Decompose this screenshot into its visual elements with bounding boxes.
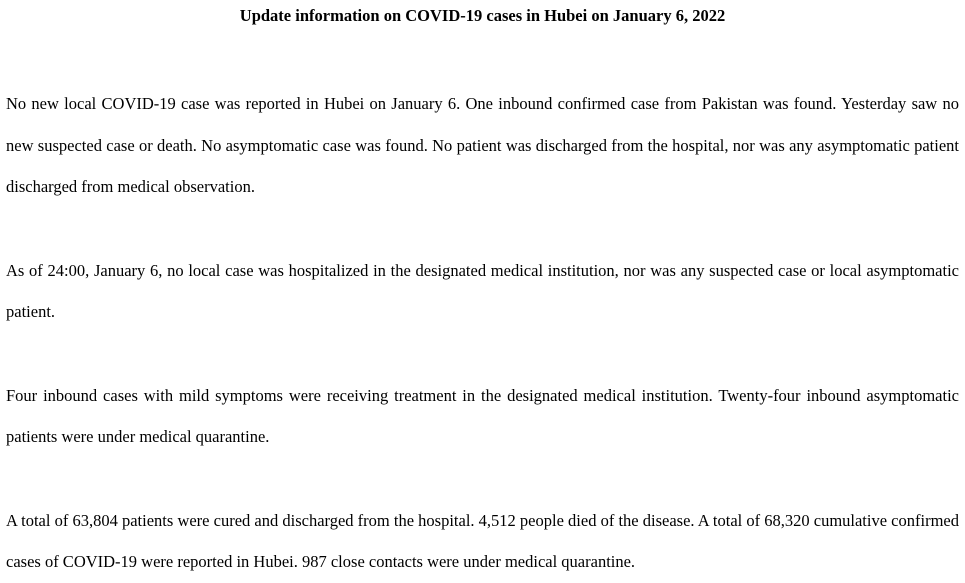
- paragraph-inbound-treatment: Four inbound cases with mild symptoms were receiving treatment in the designated medical institution. Twenty-four inbound asymptomatic patients were under medical quarantine.: [6, 385, 959, 446]
- paragraph-hospitalized-status: As of 24:00, January 6, no local case was hospitalized in the designated medical institution, nor was any suspected case or local asymptomatic patient.: [6, 260, 959, 321]
- paragraph-cumulative-totals: A total of 63,804 patients were cured and discharged from the hospital. 4,512 people died of the disease. A total of 68,320 cumulative confirmed cases of COVID-19 were reported in Hubei. 987 close contacts were under medical quarantine.: [6, 510, 959, 571]
- paragraph-new-cases: No new local COVID-19 case was reported in Hubei on January 6. One inbound confirmed case from Pakistan was found. Yesterday saw no new suspected case or death. No asymptomatic case was found. No patient was discharged from the hospital, nor was any asymptomatic patient discharged from medical observation.: [6, 94, 959, 196]
- document-title: Update information on COVID-19 cases in Hubei on January 6, 2022: [239, 6, 726, 25]
- document-page: [6, 0, 959, 583]
